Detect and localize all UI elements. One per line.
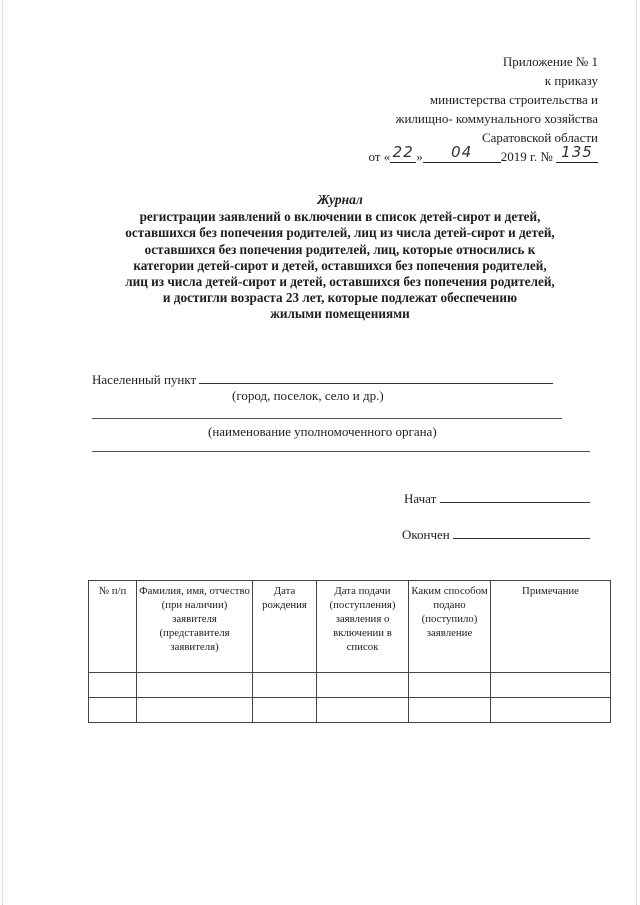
table-cell[interactable] xyxy=(491,673,611,698)
started-label: Начат xyxy=(404,491,437,506)
finished-field[interactable] xyxy=(453,525,590,539)
started-row xyxy=(404,489,590,507)
table-cell[interactable] xyxy=(89,673,137,698)
journal-title-block xyxy=(70,192,610,323)
journal-subtitle-line-6: и достигли возраста 23 лет, которые подлежат обеспечению xyxy=(162,290,518,306)
finished-label: Окончен xyxy=(402,527,450,542)
appendix-line-1: к приказу xyxy=(544,73,598,88)
authority-field-continuation[interactable] xyxy=(92,451,590,452)
header-birth-date: Дата рождения xyxy=(253,581,317,673)
appendix-line-4: Саратовской области xyxy=(481,130,598,145)
journal-title: Журнал xyxy=(317,192,363,207)
appendix-block xyxy=(368,52,598,166)
order-number-handwritten: 135 xyxy=(561,143,593,161)
date-mid: » xyxy=(416,149,423,164)
journal-subtitle-line-5: лиц из числа детей-сирот и детей, оставшихся без попечения родителей, xyxy=(125,274,555,290)
settlement-field[interactable] xyxy=(199,370,553,384)
settlement-hint: (город, поселок, село и др.) xyxy=(232,388,384,403)
journal-subtitle-line-1: регистрации заявлений о включении в список детей-сирот и детей, xyxy=(139,209,541,225)
journal-subtitle-line-3: оставшихся без попечения родителей, лиц, которые относились к xyxy=(144,241,536,257)
settlement-label: Населенный пункт xyxy=(92,372,197,387)
date-day-handwritten: 22 xyxy=(392,143,414,161)
date-prefix: от « xyxy=(368,149,391,164)
started-field[interactable] xyxy=(440,489,590,503)
table-cell[interactable] xyxy=(253,698,317,723)
journal-subtitle-line-7: жилыми помещениями xyxy=(270,306,410,322)
table-cell[interactable] xyxy=(137,673,253,698)
table-cell[interactable] xyxy=(491,698,611,723)
header-note: Примечание xyxy=(491,581,611,673)
authority-field[interactable] xyxy=(92,418,562,419)
table-cell[interactable] xyxy=(317,673,409,698)
table-cell[interactable] xyxy=(137,698,253,723)
appendix-line-3: жилищно- коммунального хозяйства xyxy=(395,111,598,126)
header-full-name: Фамилия, имя, отчество (при наличии) заявителя (представителя заявителя) xyxy=(137,581,253,673)
registration-journal-table xyxy=(88,580,611,723)
table-cell[interactable] xyxy=(409,673,491,698)
table-cell[interactable] xyxy=(317,698,409,723)
scan-edge-left xyxy=(2,0,3,905)
date-day-field xyxy=(390,143,416,163)
table-cell[interactable] xyxy=(253,673,317,698)
scan-edge-right xyxy=(636,0,637,905)
journal-subtitle-line-2: оставшихся без попечения родителей, лиц из числа детей-сирот и детей, xyxy=(125,225,555,241)
header-submission-method: Каким способом подано (поступило) заявление xyxy=(409,581,491,673)
header-submission-date: Дата подачи (поступления) заявления о включении в список xyxy=(317,581,409,673)
table-header-row xyxy=(89,581,611,673)
appendix-line-2: министерства строительства и xyxy=(429,92,598,107)
authority-hint: (наименование уполномоченного органа) xyxy=(208,424,437,439)
table-cell[interactable] xyxy=(409,698,491,723)
date-year: 2019 г. № xyxy=(500,149,553,164)
journal-subtitle-line-4: категории детей-сирот и детей, оставшихся без попечения родителей, xyxy=(133,257,547,273)
finished-row xyxy=(402,525,590,543)
date-month-handwritten: 04 xyxy=(451,143,473,161)
order-number-field xyxy=(556,143,598,163)
order-date-line xyxy=(368,143,598,166)
date-month-field xyxy=(423,143,501,163)
table-cell[interactable] xyxy=(89,698,137,723)
table-row xyxy=(89,673,611,698)
table-row xyxy=(89,698,611,723)
header-number: № п/п xyxy=(89,581,137,673)
settlement-row xyxy=(92,370,553,388)
appendix-title: Приложение № 1 xyxy=(502,54,598,69)
